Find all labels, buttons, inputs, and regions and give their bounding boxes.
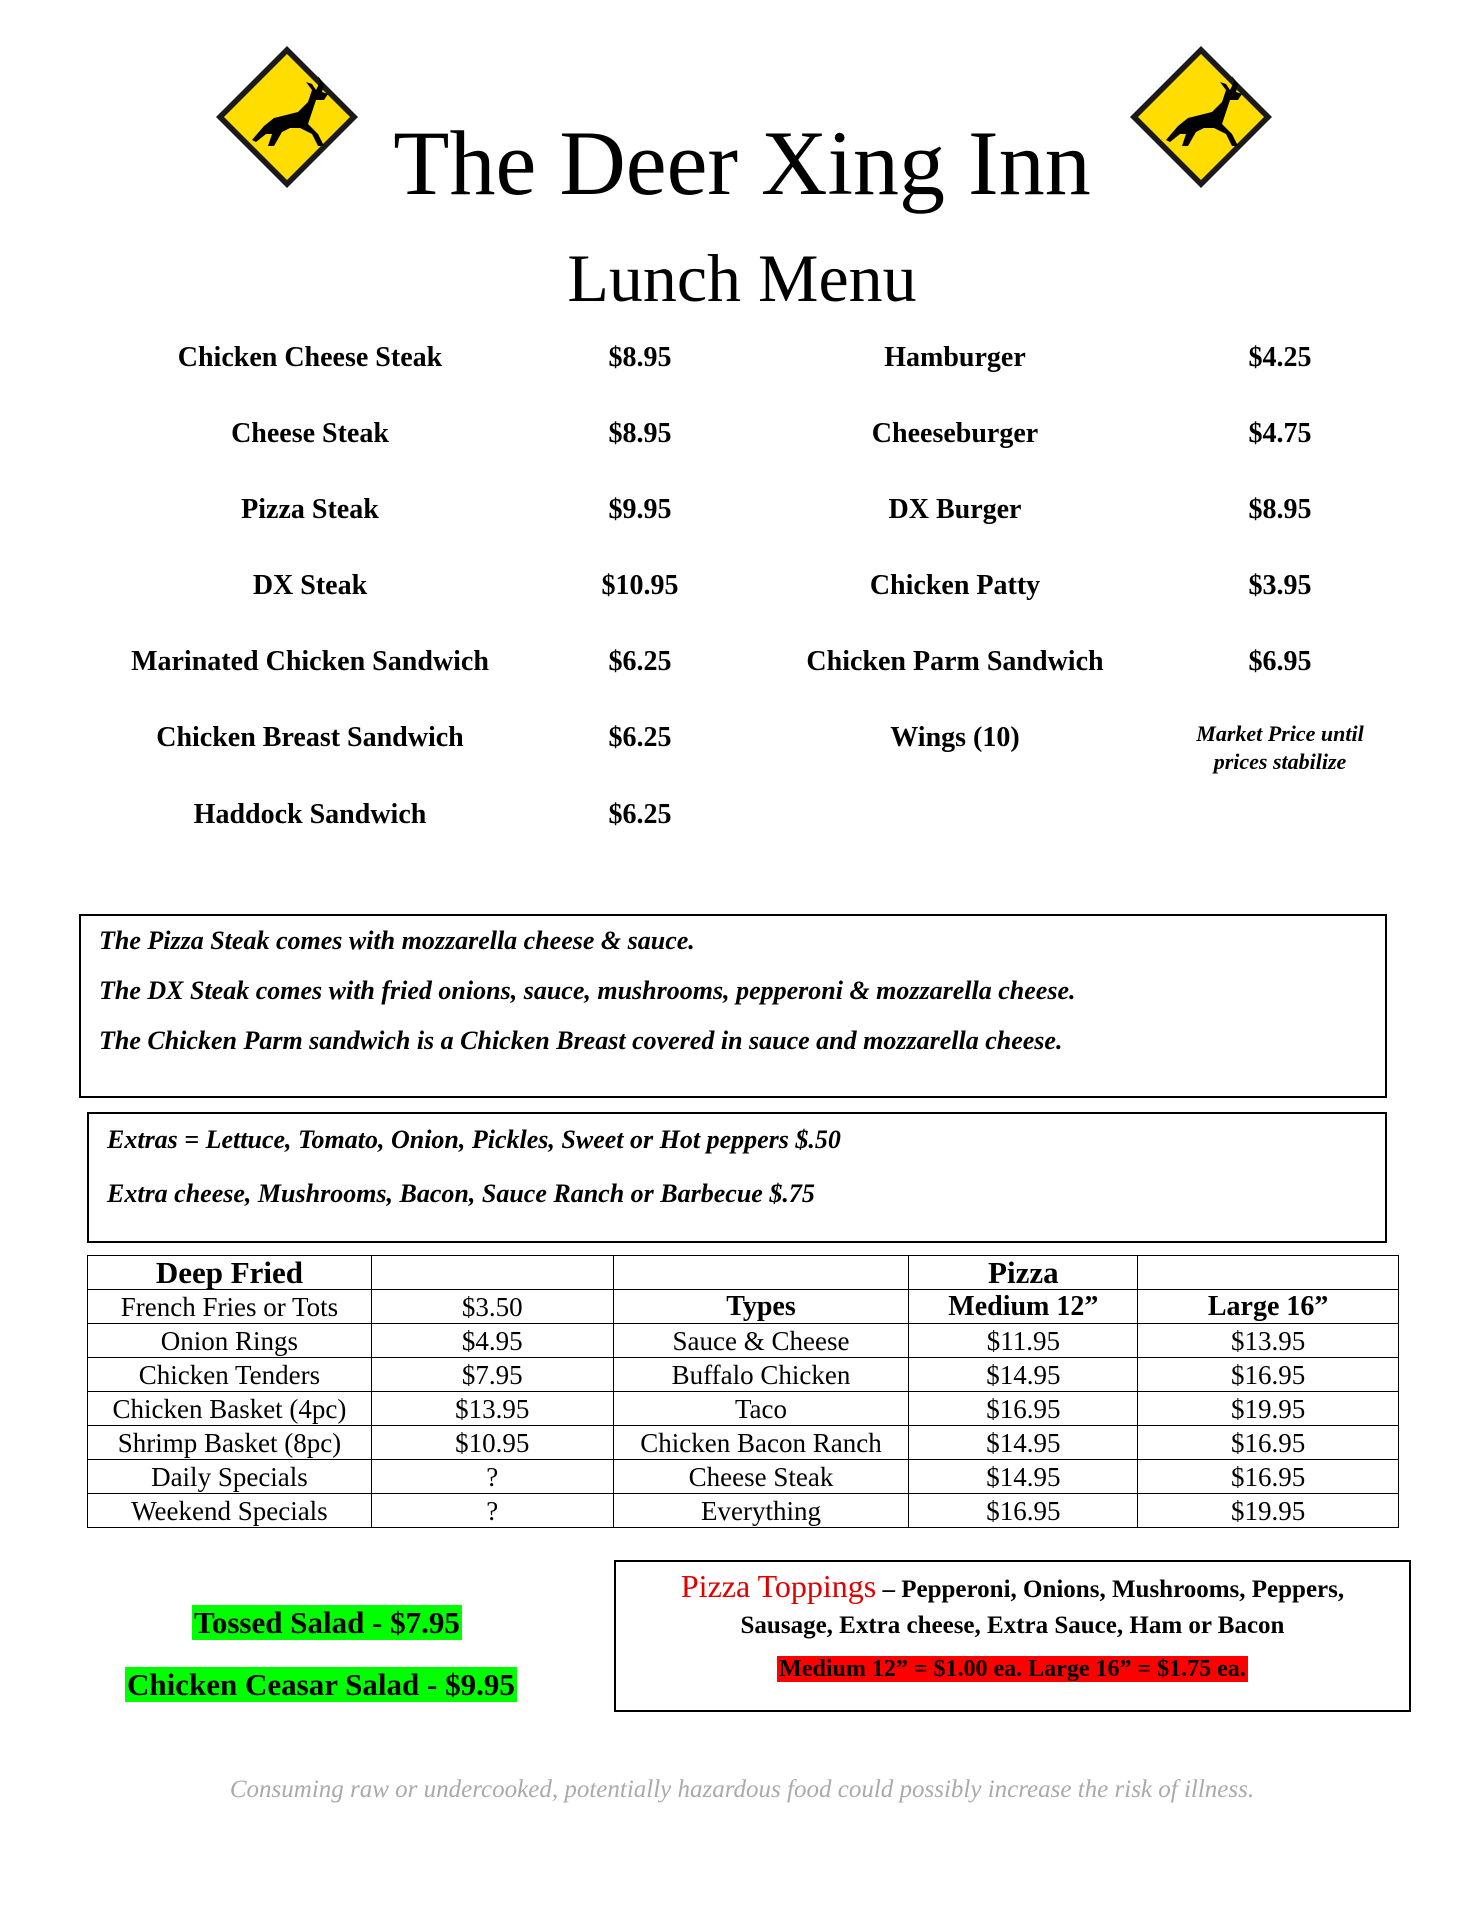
menu-item-name: Haddock Sandwich xyxy=(193,799,427,830)
extras-box xyxy=(87,1112,1387,1243)
deep-fried-item: French Fries or Tots xyxy=(88,1290,372,1324)
menu-item-name: Pizza Steak xyxy=(241,494,379,525)
pizza-medium-price: $14.95 xyxy=(909,1358,1138,1392)
pizza-large-price: $13.95 xyxy=(1138,1324,1399,1358)
pizza-types-header: Types xyxy=(613,1290,909,1324)
extras-line: Extra cheese, Mushrooms, Bacon, Sauce Ranch or Barbecue $.75 xyxy=(107,1179,815,1208)
table-row xyxy=(88,1426,1399,1460)
deep-fried-price: $4.95 xyxy=(371,1324,613,1358)
deep-fried-price: ? xyxy=(371,1494,613,1528)
toppings-label: Pizza Toppings xyxy=(680,1568,877,1604)
pizza-toppings-box xyxy=(614,1560,1411,1712)
table-heading-row xyxy=(88,1256,1399,1290)
pizza-large-price: $16.95 xyxy=(1138,1460,1399,1494)
pizza-medium-price: $16.95 xyxy=(909,1494,1138,1528)
deep-fried-price: $7.95 xyxy=(371,1358,613,1392)
menu-item-name: Cheese Steak xyxy=(231,418,389,449)
deep-fried-price: $3.50 xyxy=(371,1290,613,1324)
toppings-line: Sausage, Extra cheese, Extra Sauce, Ham or Bacon xyxy=(740,1612,1285,1639)
menu-item-price: $6.25 xyxy=(608,799,672,830)
toppings-line xyxy=(616,1568,1409,1608)
toppings-list: – Pepperoni, Onions, Mushrooms, Peppers, xyxy=(876,1576,1345,1603)
menu-item-price: $4.75 xyxy=(1248,418,1312,449)
pizza-medium-header: Medium 12” xyxy=(909,1290,1138,1324)
menu-item-name: Chicken Breast Sandwich xyxy=(156,722,464,753)
deep-fried-item: Weekend Specials xyxy=(88,1494,372,1528)
toppings-rates-label: Medium 12” = $1.00 ea. Large 16” = $1.75 ea. xyxy=(779,1656,1246,1682)
deep-fried-heading: Deep Fried xyxy=(88,1256,372,1290)
pizza-type: Buffalo Chicken xyxy=(613,1358,909,1392)
menu-item-price: $9.95 xyxy=(608,494,672,525)
menu-item-name: Wings (10) xyxy=(890,722,1020,753)
pizza-medium-price: $11.95 xyxy=(909,1324,1138,1358)
description-line: The Pizza Steak comes with mozzarella cheese & sauce. xyxy=(99,926,695,955)
deep-fried-price: $13.95 xyxy=(371,1392,613,1426)
menu-item-price: $6.95 xyxy=(1248,646,1312,677)
pizza-heading: Pizza xyxy=(909,1256,1138,1290)
pizza-type: Taco xyxy=(613,1392,909,1426)
deep-fried-item: Daily Specials xyxy=(88,1460,372,1494)
menu-item-name: Hamburger xyxy=(884,342,1026,373)
menu-item-price: $6.25 xyxy=(608,722,672,753)
deep-fried-pizza-table xyxy=(87,1255,1399,1528)
pizza-medium-price: $16.95 xyxy=(909,1392,1138,1426)
toppings-rates xyxy=(616,1654,1409,1684)
chicken-caesar-salad xyxy=(125,1666,517,1704)
market-price-note-line: prices stabilize xyxy=(1213,749,1347,774)
chicken-caesar-salad-label: Chicken Ceasar Salad - $9.95 xyxy=(127,1667,515,1702)
deep-fried-item: Onion Rings xyxy=(88,1324,372,1358)
deep-fried-item: Chicken Tenders xyxy=(88,1358,372,1392)
menu-item-price: $10.95 xyxy=(601,570,679,601)
menu-item-price: $8.95 xyxy=(608,342,672,373)
descriptions-box xyxy=(79,914,1387,1098)
menu-item-price: $8.95 xyxy=(608,418,672,449)
menu-item-name: Chicken Cheese Steak xyxy=(177,342,443,373)
pizza-type: Chicken Bacon Ranch xyxy=(613,1426,909,1460)
restaurant-title: The Deer Xing Inn xyxy=(393,112,1091,214)
menu-item-price: $6.25 xyxy=(608,646,672,677)
deep-fried-item: Shrimp Basket (8pc) xyxy=(88,1426,372,1460)
pizza-large-price: $16.95 xyxy=(1138,1426,1399,1460)
pizza-medium-price: $14.95 xyxy=(909,1460,1138,1494)
pizza-large-price: $19.95 xyxy=(1138,1494,1399,1528)
menu-subtitle: Lunch Menu xyxy=(567,240,917,316)
menu-item-name: Chicken Parm Sandwich xyxy=(806,646,1104,677)
description-line: The DX Steak comes with fried onions, sauce, mushrooms, pepperoni & mozzarella cheese. xyxy=(99,976,1076,1005)
description-line: The Chicken Parm sandwich is a Chicken Breast covered in sauce and mozzarella cheese. xyxy=(99,1026,1063,1055)
menu-item-price: $8.95 xyxy=(1248,494,1312,525)
table-row xyxy=(88,1324,1399,1358)
table-row xyxy=(88,1290,1399,1324)
pizza-type: Cheese Steak xyxy=(613,1460,909,1494)
table-row xyxy=(88,1392,1399,1426)
extras-line: Extras = Lettuce, Tomato, Onion, Pickles, Sweet or Hot peppers $.50 xyxy=(107,1125,841,1154)
tossed-salad-label: Tossed Salad - $7.95 xyxy=(194,1605,460,1640)
pizza-large-header: Large 16” xyxy=(1138,1290,1399,1324)
food-safety-disclaimer: Consuming raw or undercooked, potentially hazardous food could possibly increase the risk of illness. xyxy=(229,1776,1255,1803)
menu-item-name: Chicken Patty xyxy=(869,570,1041,601)
pizza-type: Everything xyxy=(613,1494,909,1528)
menu-item-price: $3.95 xyxy=(1248,570,1312,601)
pizza-large-price: $16.95 xyxy=(1138,1358,1399,1392)
deep-fried-item: Chicken Basket (4pc) xyxy=(88,1392,372,1426)
menu-item-name: DX Burger xyxy=(888,494,1022,525)
pizza-type: Sauce & Cheese xyxy=(613,1324,909,1358)
market-price-note-line: Market Price until xyxy=(1196,721,1364,746)
table-row xyxy=(88,1358,1399,1392)
menu-item-name: Cheeseburger xyxy=(871,418,1039,449)
menu-item-price: $4.25 xyxy=(1248,342,1312,373)
table-row xyxy=(88,1494,1399,1528)
tossed-salad xyxy=(192,1604,462,1642)
menu-item-name: DX Steak xyxy=(252,570,368,601)
pizza-large-price: $19.95 xyxy=(1138,1392,1399,1426)
table-row xyxy=(88,1460,1399,1494)
pizza-medium-price: $14.95 xyxy=(909,1426,1138,1460)
deep-fried-price: $10.95 xyxy=(371,1426,613,1460)
menu-item-name: Marinated Chicken Sandwich xyxy=(131,646,489,677)
market-price-note xyxy=(1170,720,1390,776)
deep-fried-price: ? xyxy=(371,1460,613,1494)
